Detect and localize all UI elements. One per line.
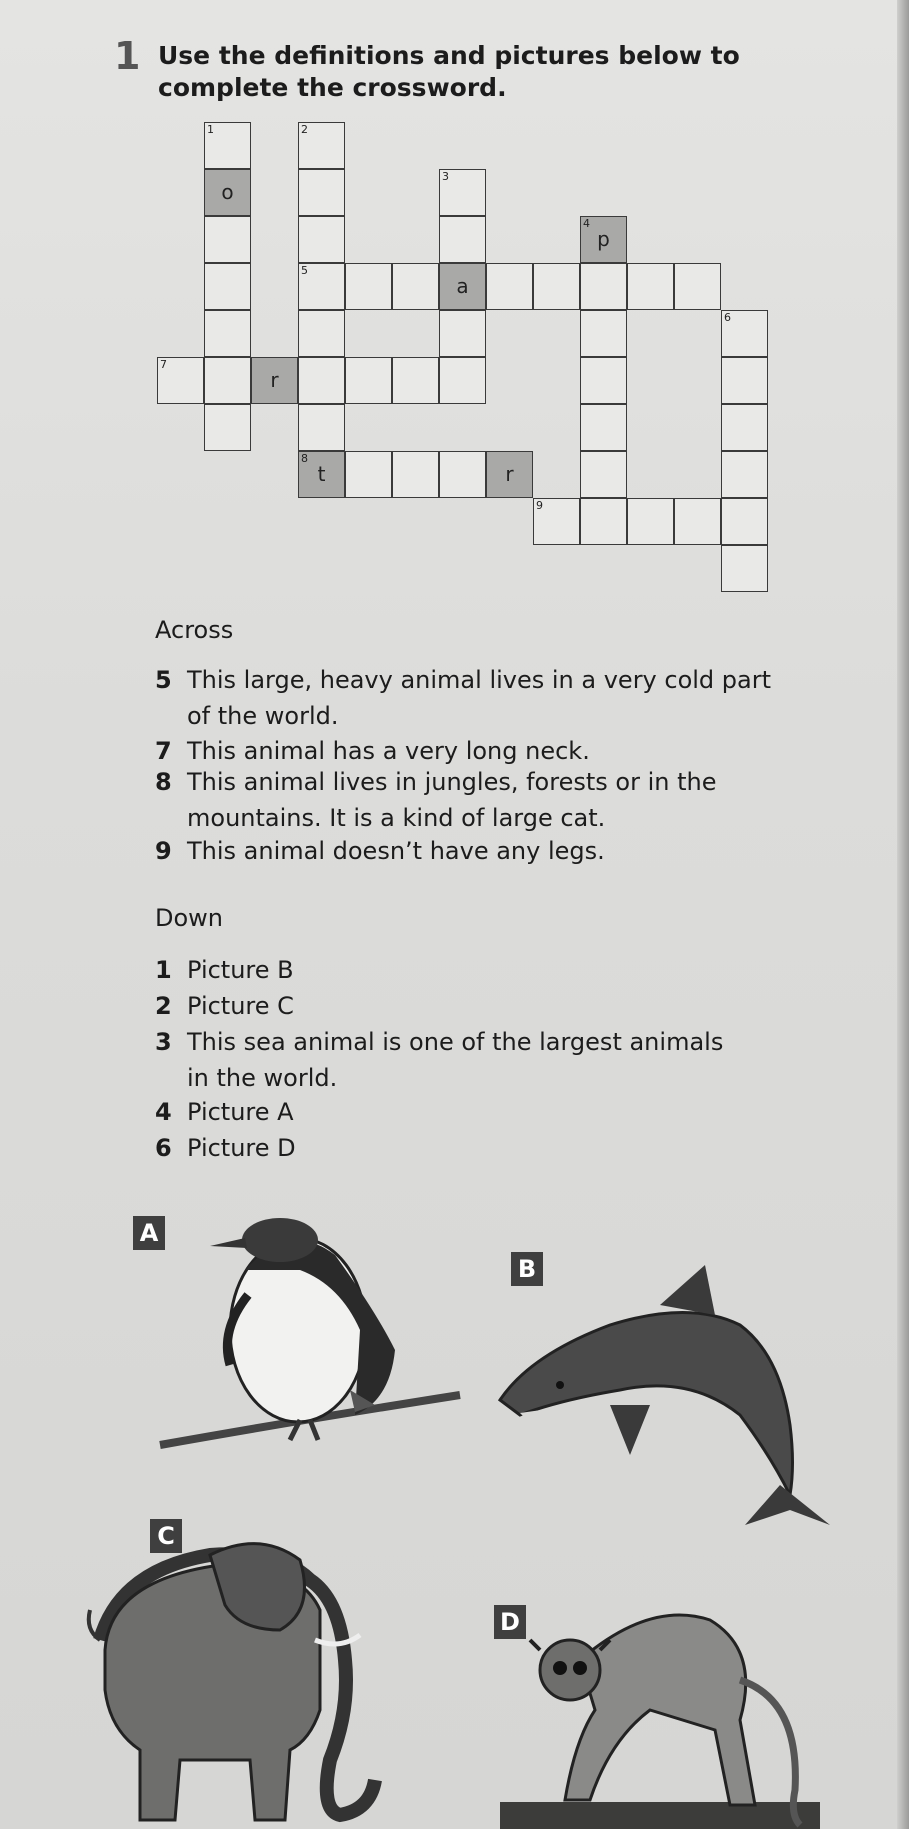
- clue-text: This animal has a very long neck.: [187, 737, 590, 765]
- instruction: Use the definitions and pictures below to complete the crossword.: [158, 41, 740, 102]
- crossword-cell[interactable]: [298, 263, 345, 310]
- cell-letter: r: [505, 462, 514, 486]
- clue-text: Picture C: [187, 992, 294, 1020]
- across-heading: Across: [155, 616, 234, 644]
- crossword-cell[interactable]: [345, 263, 392, 310]
- cell-number: 5: [301, 264, 308, 277]
- clue-text-cont: mountains. It is a kind of large cat.: [187, 804, 606, 832]
- cell-number: 8: [301, 452, 308, 465]
- crossword-cell[interactable]: [298, 451, 345, 498]
- crossword-cell[interactable]: [204, 169, 251, 216]
- crossword-cell[interactable]: [298, 310, 345, 357]
- crossword-cell[interactable]: [580, 216, 627, 263]
- clue-text-cont: in the world.: [187, 1064, 338, 1092]
- cell-number: 7: [160, 358, 167, 371]
- clue-number: 7: [155, 737, 172, 765]
- crossword-cell[interactable]: [204, 122, 251, 169]
- cell-number: 2: [301, 123, 308, 136]
- crossword-cell[interactable]: [298, 357, 345, 404]
- across-clue: [155, 833, 605, 869]
- dolphin-illustration: [490, 1255, 850, 1535]
- crossword-cell[interactable]: [392, 263, 439, 310]
- down-clue: [155, 1130, 296, 1166]
- crossword-cell[interactable]: [439, 357, 486, 404]
- cell-letter: a: [456, 274, 469, 298]
- penguin-illustration: [150, 1200, 470, 1460]
- picture-d-label: D: [494, 1605, 526, 1639]
- crossword-cell[interactable]: [439, 310, 486, 357]
- crossword-cell[interactable]: [439, 263, 486, 310]
- cell-letter: t: [317, 462, 326, 486]
- clue-text: Picture D: [187, 1134, 296, 1162]
- crossword-cell[interactable]: [533, 263, 580, 310]
- clue-text-cont: of the world.: [187, 702, 339, 730]
- crossword-cell[interactable]: [439, 169, 486, 216]
- crossword-cell[interactable]: [580, 451, 627, 498]
- crossword-cell[interactable]: [721, 404, 768, 451]
- monkey-illustration: [500, 1590, 820, 1829]
- clue-number: 1: [155, 956, 172, 984]
- crossword-cell[interactable]: [298, 169, 345, 216]
- across-clue: [155, 764, 716, 836]
- crossword-cell[interactable]: [674, 263, 721, 310]
- clue-number: 8: [155, 768, 172, 796]
- picture-a-label: A: [133, 1216, 165, 1250]
- crossword-cell[interactable]: [721, 310, 768, 357]
- crossword-cell[interactable]: [721, 545, 768, 592]
- clue-text: This animal doesn’t have any legs.: [187, 837, 605, 865]
- cell-number: 1: [207, 123, 214, 136]
- crossword-cell[interactable]: [345, 451, 392, 498]
- crossword-cell[interactable]: [721, 498, 768, 545]
- down-clue: [155, 952, 294, 988]
- down-clue: [155, 988, 294, 1024]
- crossword-cell[interactable]: [204, 263, 251, 310]
- clue-text: This large, heavy animal lives in a very cold part: [187, 666, 772, 694]
- crossword-cell[interactable]: [486, 451, 533, 498]
- cell-number: 3: [442, 170, 449, 183]
- crossword-cell[interactable]: [627, 263, 674, 310]
- crossword-cell[interactable]: [204, 310, 251, 357]
- crossword-cell[interactable]: [204, 357, 251, 404]
- crossword-grid: [0, 0, 909, 600]
- down-clue: [155, 1024, 723, 1096]
- clue-text: Picture B: [187, 956, 294, 984]
- clue-text: This animal lives in jungles, forests or in the: [187, 768, 717, 796]
- picture-b-label: B: [511, 1252, 543, 1286]
- clue-text: Picture A: [187, 1098, 294, 1126]
- crossword-cell[interactable]: [251, 357, 298, 404]
- picture-c-label: C: [150, 1519, 182, 1553]
- cell-number: 6: [724, 311, 731, 324]
- crossword-cell[interactable]: [627, 498, 674, 545]
- cell-number: 9: [536, 499, 543, 512]
- crossword-cell[interactable]: [298, 122, 345, 169]
- down-heading: Down: [155, 904, 224, 932]
- crossword-cell[interactable]: [721, 357, 768, 404]
- crossword-cell[interactable]: [392, 357, 439, 404]
- clue-number: 6: [155, 1134, 172, 1162]
- crossword-cell[interactable]: [580, 498, 627, 545]
- crossword-cell[interactable]: [580, 357, 627, 404]
- crossword-cell[interactable]: [204, 404, 251, 451]
- cell-letter: r: [270, 368, 279, 392]
- crossword-cell[interactable]: [439, 216, 486, 263]
- cell-number: 4: [583, 217, 590, 230]
- crossword-cell[interactable]: [298, 216, 345, 263]
- crossword-cell[interactable]: [486, 263, 533, 310]
- crossword-cell[interactable]: [580, 404, 627, 451]
- clue-text: This sea animal is one of the largest animals: [187, 1028, 724, 1056]
- across-clue: [155, 662, 771, 734]
- clue-number: 5: [155, 666, 172, 694]
- crossword-cell[interactable]: [345, 357, 392, 404]
- cell-letter: p: [597, 227, 610, 251]
- crossword-cell[interactable]: [580, 310, 627, 357]
- cell-letter: o: [221, 180, 234, 204]
- crossword-cell[interactable]: [157, 357, 204, 404]
- crossword-cell[interactable]: [674, 498, 721, 545]
- crossword-cell[interactable]: [298, 404, 345, 451]
- down-clue: [155, 1094, 294, 1130]
- elephant-illustration: [80, 1510, 420, 1829]
- exercise-number: 1: [114, 34, 141, 78]
- clue-number: 4: [155, 1098, 172, 1126]
- crossword-cell[interactable]: [392, 451, 439, 498]
- crossword-cell[interactable]: [721, 451, 768, 498]
- clue-number: 9: [155, 837, 172, 865]
- crossword-cell[interactable]: [580, 263, 627, 310]
- clue-number: 3: [155, 1028, 172, 1056]
- crossword-cell[interactable]: [439, 451, 486, 498]
- crossword-cell[interactable]: [204, 216, 251, 263]
- crossword-cell[interactable]: [533, 498, 580, 545]
- clue-number: 2: [155, 992, 172, 1020]
